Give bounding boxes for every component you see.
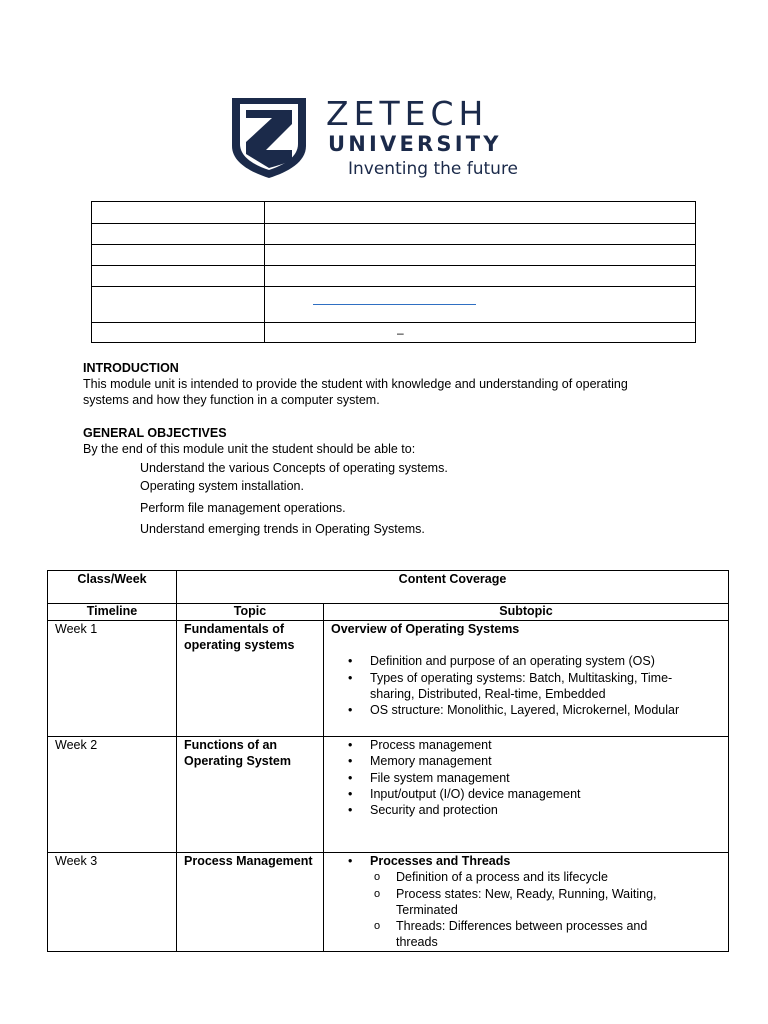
info-value-cell bbox=[265, 323, 696, 343]
list-item: • OS structure: Monolithic, Layered, Microkernel, Modular bbox=[370, 702, 728, 718]
subtopic-cell bbox=[324, 737, 729, 853]
header-class-week: Class/Week bbox=[48, 571, 177, 604]
sub-list-item: o Process states: New, Ready, Running, Waiting, Terminated bbox=[396, 886, 728, 919]
list-item: • Definition and purpose of an operating system (OS) bbox=[370, 653, 728, 669]
header-content-coverage: Content Coverage bbox=[177, 571, 729, 604]
objective-item: Operating system installation. bbox=[140, 479, 304, 493]
week-cell: Week 2 bbox=[48, 737, 177, 853]
info-value-cell bbox=[265, 245, 696, 266]
subtopic-title: Overview of Operating Systems bbox=[331, 622, 520, 636]
table-row bbox=[48, 853, 729, 952]
logo-university: UNIVERSITY bbox=[328, 132, 502, 156]
objectives-lead: By the end of this module unit the student should be able to: bbox=[83, 442, 416, 456]
header-timeline: Timeline bbox=[48, 604, 177, 621]
table-row bbox=[48, 621, 729, 737]
info-value-cell bbox=[265, 287, 696, 323]
schedule-table bbox=[47, 570, 729, 952]
objectives-heading: GENERAL OBJECTIVES bbox=[83, 426, 227, 440]
topic-cell: Process Management bbox=[177, 853, 324, 952]
logo-tagline: Inventing the future bbox=[348, 159, 519, 179]
intro-line-1: This module unit is intended to provide the student with knowledge and understanding of operating bbox=[83, 377, 628, 391]
topic-cell: Functions of an Operating System bbox=[177, 737, 324, 853]
list-item: • Types of operating systems: Batch, Multitasking, Time- sharing, Distributed, Real-time, Embedded bbox=[370, 670, 728, 703]
info-label-cell bbox=[92, 323, 265, 343]
objective-item: Understand the various Concepts of operating systems. bbox=[140, 461, 448, 475]
info-value-cell bbox=[265, 202, 696, 224]
intro-heading: INTRODUCTION bbox=[83, 361, 179, 375]
logo-wordmark: ZETECH bbox=[326, 94, 489, 133]
list-item: • File system management bbox=[370, 770, 728, 786]
sub-list-item: o Definition of a process and its lifecycle bbox=[396, 869, 728, 885]
week-cell: Week 3 bbox=[48, 853, 177, 952]
dash-text: – bbox=[397, 325, 404, 340]
info-value-cell bbox=[265, 266, 696, 287]
info-label-cell bbox=[92, 202, 265, 224]
header-subtopic: Subtopic bbox=[324, 604, 729, 621]
objective-item: Understand emerging trends in Operating Systems. bbox=[140, 522, 425, 536]
course-info-table bbox=[91, 201, 696, 343]
objective-item: Perform file management operations. bbox=[140, 501, 346, 515]
email-link[interactable] bbox=[313, 304, 476, 305]
list-item: • Input/output (I/O) device management bbox=[370, 786, 728, 802]
info-label-cell bbox=[92, 245, 265, 266]
info-label-cell bbox=[92, 287, 265, 323]
list-item: • Processes and Threads o Definition of a process and its lifecycle o Process states: New, Ready, Running, Waiting, Terminated o Threads: Differences between processes and threads bbox=[370, 853, 728, 951]
subtopic-cell bbox=[324, 621, 729, 737]
university-logo bbox=[226, 94, 566, 184]
shield-logo-icon bbox=[226, 94, 312, 180]
sub-list-item: o Threads: Differences between processes and threads bbox=[396, 918, 728, 951]
week-cell: Week 1 bbox=[48, 621, 177, 737]
list-item: • Process management bbox=[370, 737, 728, 753]
topic-cell: Fundamentals of operating systems bbox=[177, 621, 324, 737]
info-label-cell bbox=[92, 224, 265, 245]
info-value-cell bbox=[265, 224, 696, 245]
intro-line-2: systems and how they function in a computer system. bbox=[83, 393, 380, 407]
subtopic-cell bbox=[324, 853, 729, 952]
header-topic: Topic bbox=[177, 604, 324, 621]
info-label-cell bbox=[92, 266, 265, 287]
table-row bbox=[48, 737, 729, 853]
list-item: • Security and protection bbox=[370, 802, 728, 818]
list-item: • Memory management bbox=[370, 753, 728, 769]
